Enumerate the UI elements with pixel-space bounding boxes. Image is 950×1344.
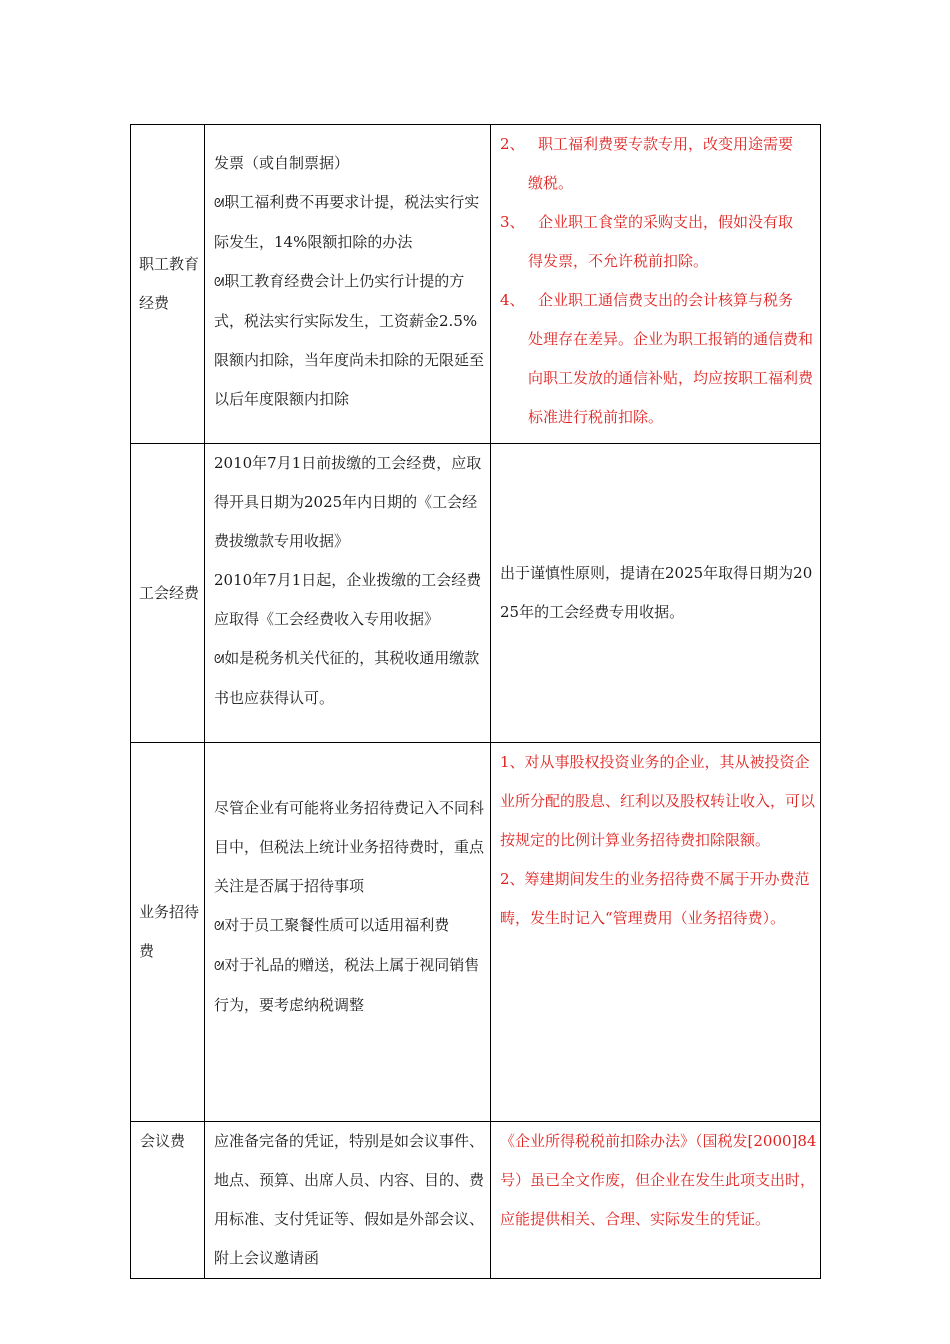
bullet-icon: ᘛ xyxy=(214,919,225,933)
table-row xyxy=(131,444,821,743)
rule-text: 2010年7月1日前拔缴的工会经费，应取得开具日期为2025年内日期的《工会经费拔缴款专用收据》 xyxy=(214,454,482,550)
bullet-icon: ᘛ xyxy=(214,196,225,210)
table-row xyxy=(131,1122,821,1279)
rule-text: ᘛ对于员工聚餐性质可以适用福利费 xyxy=(214,916,450,934)
bullet-icon: ᘛ xyxy=(214,275,225,289)
rule-cell xyxy=(205,743,491,1122)
rule-text: 发票（或自制票据） xyxy=(214,154,350,172)
note-item: 4、 企业职工通信费支出的会计核算与税务 处理存在差异。企业为职工报销的通信费和向职工发放的通信补贴，均应按职工福利费标准进行税前扣除。 xyxy=(500,291,814,426)
note-cell xyxy=(491,125,821,444)
category-cell: 业务招待费 xyxy=(131,743,205,1122)
rule-text: ᘛ职工教育经费会计上仍实行计提的方式，税法实行实际发生，工资薪金2.5%限额内扣除，当年度尚未扣除的无限延至以后年度限额内扣除 xyxy=(214,272,485,408)
rule-text: ᘛ对于礼品的赠送，税法上属于视同销售行为，要考虑纳税调整 xyxy=(214,956,480,1014)
note-text: 1、对从事股权投资业务的企业，其从被投资企业所分配的股息、红利以及股权转让收入，可以按规定的比例计算业务招待费扣除限额。 xyxy=(500,753,816,849)
bullet-icon: ᘛ xyxy=(214,652,225,666)
rule-text: ᘛ如是税务机关代征的，其税收通用缴款书也应获得认可。 xyxy=(214,649,480,707)
note-cell: 《企业所得税税前扣除办法》（国税发[2000]84号）虽已全文作废，但企业在发生此项支出时，应能提供相关、合理、实际发生的凭证。 xyxy=(491,1122,821,1279)
category-cell: 工会经费 xyxy=(131,444,205,743)
note-cell: 出于谨慎性原则，提请在2025年取得日期为2025年的工会经费专用收据。 xyxy=(491,444,821,743)
rule-cell: 应准备完备的凭证，特别是如会议事件、地点、预算、出席人员、内容、目的、费用标准、支付凭证等、假如是外部会议、附上会议邀请函 xyxy=(205,1122,491,1279)
bullet-icon: ᘛ xyxy=(214,959,225,973)
category-cell: 会议费 xyxy=(131,1122,205,1279)
rule-cell xyxy=(205,125,491,444)
rule-cell xyxy=(205,444,491,743)
note-item: 3、 企业职工食堂的采购支出，假如没有取 得发票，不允许税前扣除。 xyxy=(500,213,794,270)
note-cell xyxy=(491,743,821,1122)
rule-text: ᘛ职工福利费不再要求计提，税法实行实际发生，14%限额扣除的办法 xyxy=(214,193,480,251)
rule-text: 2010年7月1日起，企业拨缴的工会经费应取得《工会经费收入专用收据》 xyxy=(214,571,482,628)
note-item: 2、 职工福利费要专款专用，改变用途需要 缴税。 xyxy=(500,135,794,192)
table-row xyxy=(131,125,821,444)
note-text: 2、筹建期间发生的业务招待费不属于开办费范畴，发生时记入“管理费用（业务招待费）。 xyxy=(500,870,810,927)
table-row xyxy=(131,743,821,1122)
expense-deduction-table xyxy=(130,124,821,1279)
category-cell: 职工教育经费 xyxy=(131,125,205,444)
rule-text: 尽管企业有可能将业务招待费记入不同科目中，但税法上统计业务招待费时，重点关注是否属于招待事项 xyxy=(214,799,485,895)
